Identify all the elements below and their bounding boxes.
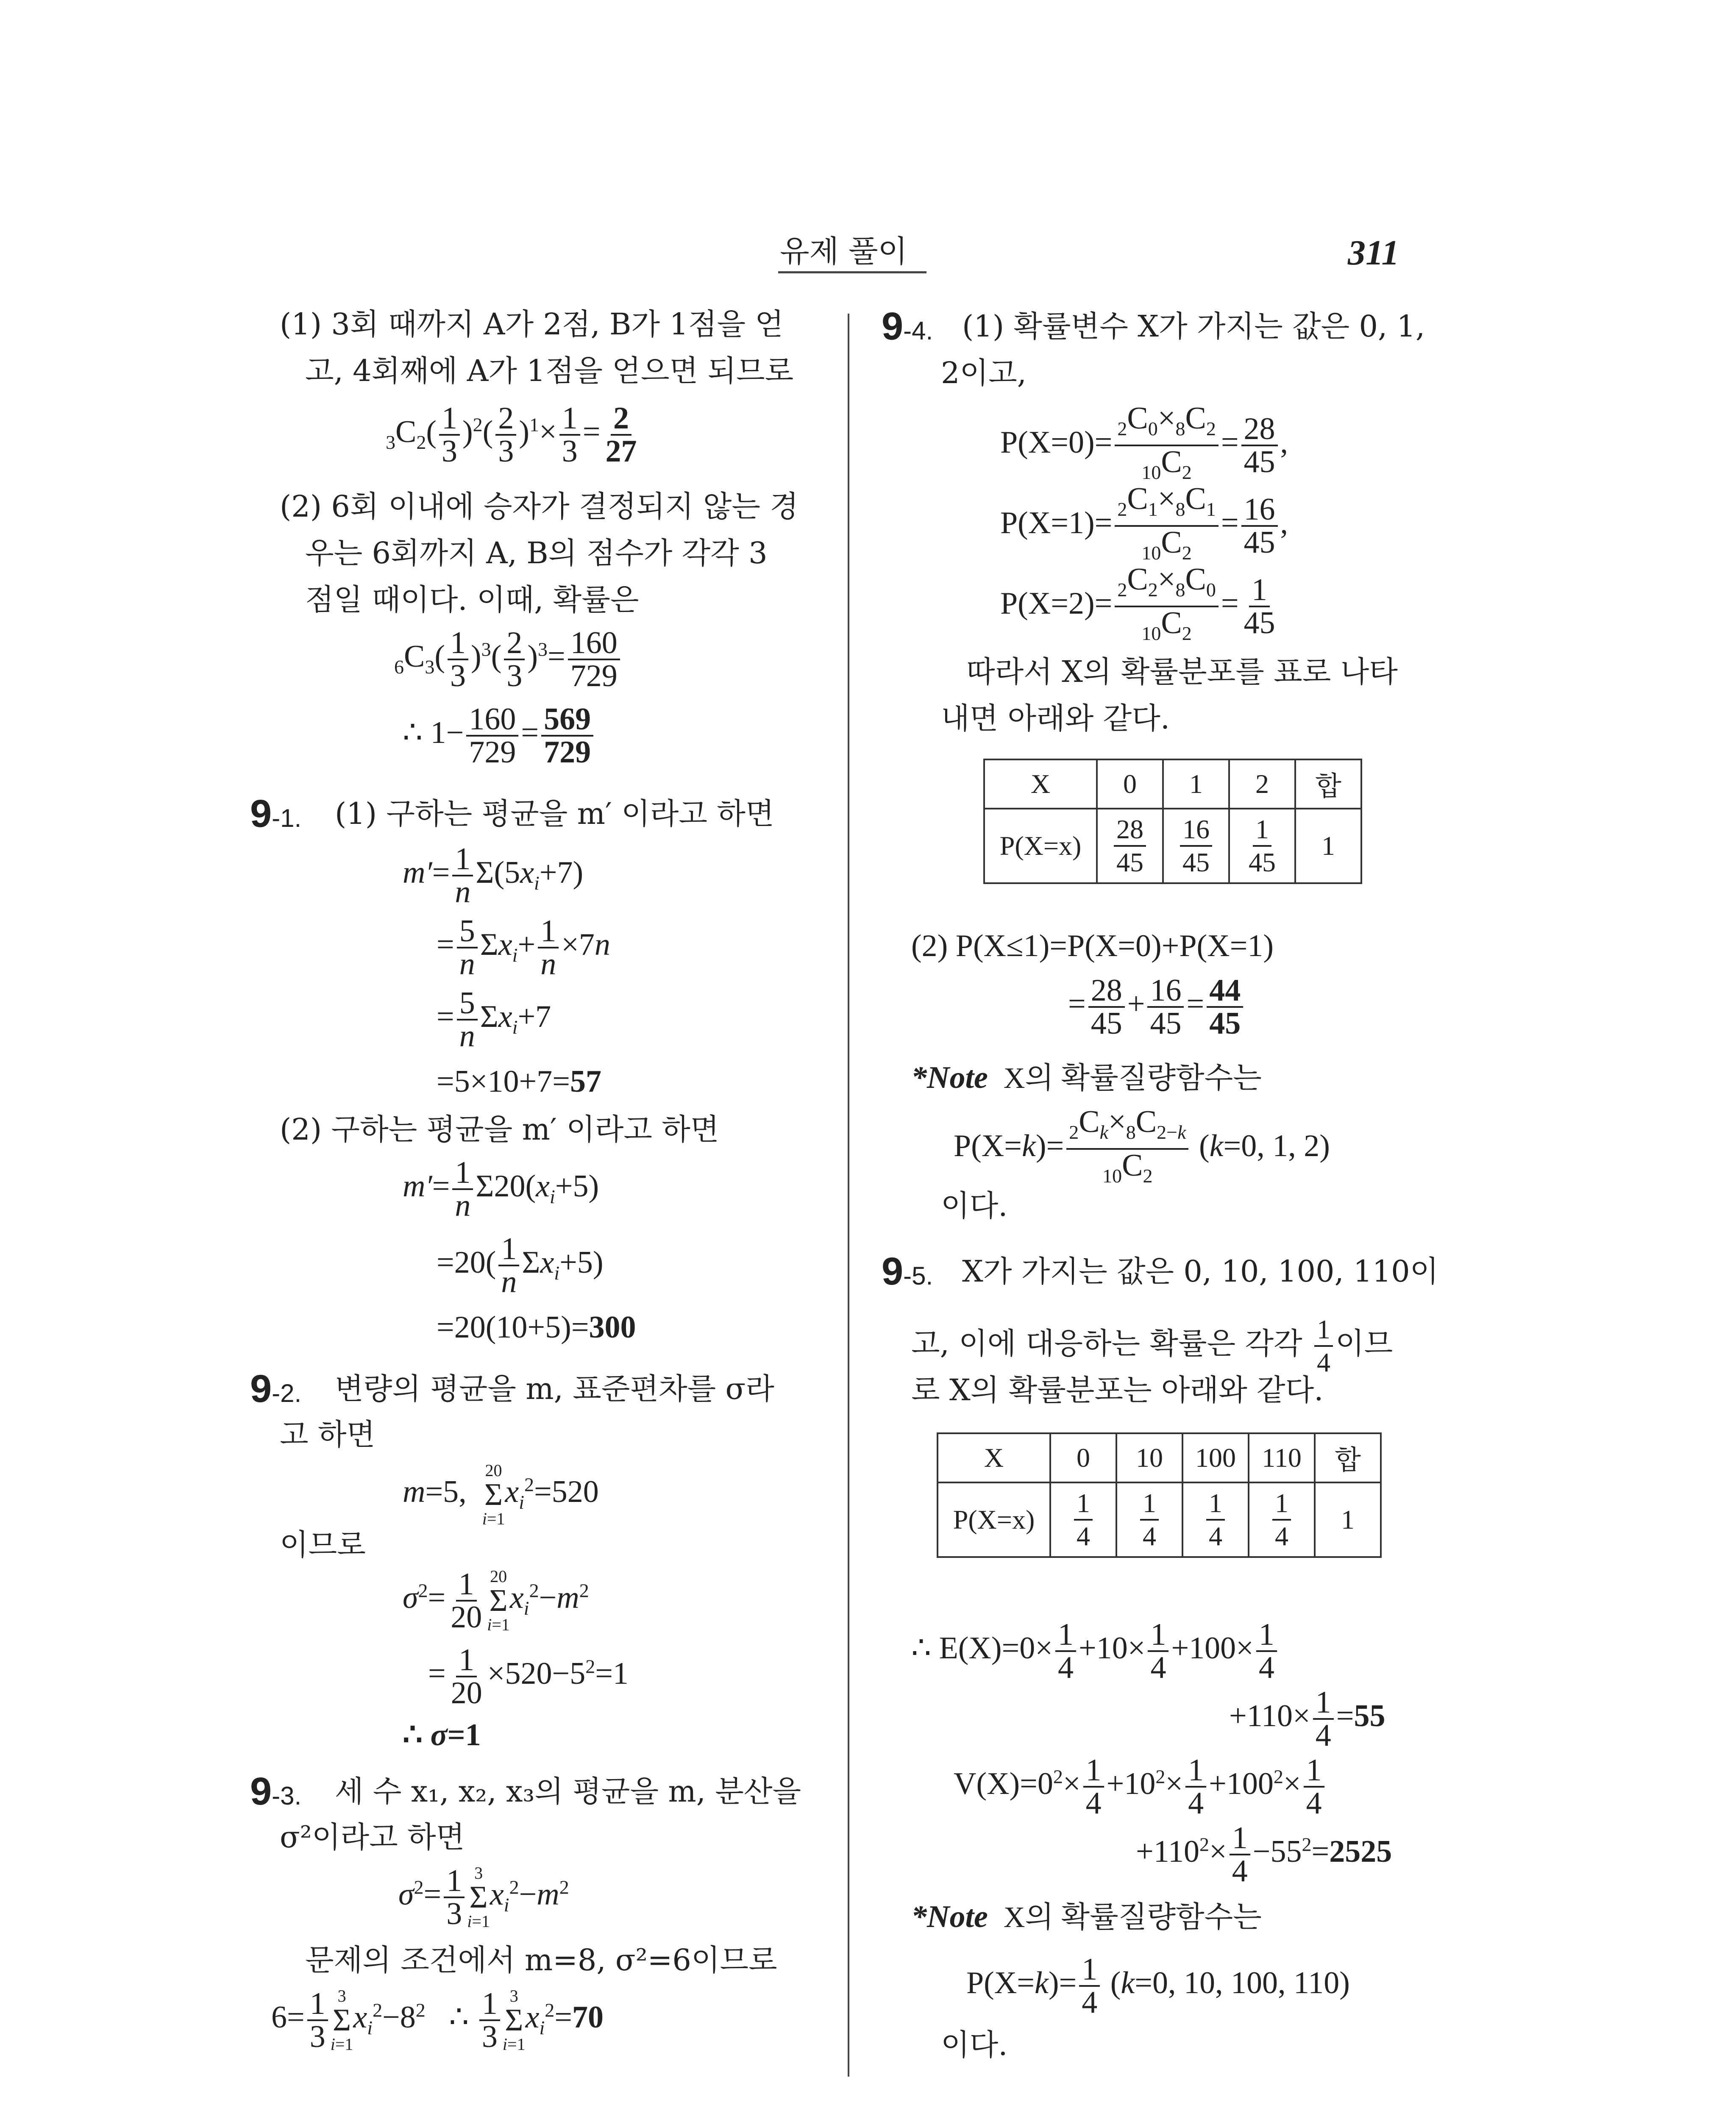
q4-p2b: = $\frac{28}{45}$ + $\frac{16}{45}$ = $\frac{44}{45}$: [1068, 975, 1246, 1039]
table-row-label: P(X=x): [984, 809, 1097, 883]
q2-intro2: 고 하면: [280, 1417, 376, 1452]
q5-intro1: X가 가지는 값은 0, 10, 100, 110이: [962, 1254, 1439, 1289]
table-cell: $\frac{1}{4}$: [1249, 1482, 1315, 1557]
q3-line3: 6= $\frac{1}{3}$ 3 Σ i=1 $x_i^2-8^2$ ∴ $\frac{1}{3}$ 3 Σ i=1 $x_i^2=70$: [271, 1986, 604, 2054]
q1-line3: = $\frac{5}{n}$ $\Sigma x_i+7$: [437, 986, 551, 1054]
table-cell: 1: [1295, 809, 1361, 883]
q1-line1: m′= $\frac{1}{n}$ $\Sigma(5x_i+7)$: [403, 842, 584, 909]
q2-line3: = $\frac{1}{20}$ $\times 520-5^2=1$: [428, 1643, 629, 1710]
q5-note-text: X의 확률질량함수는: [1003, 1901, 1262, 1934]
table-header-x: X: [984, 759, 1097, 809]
q5-note-eq: P(X=k)= $\frac{1}{4}$ (k=0, 10, 100, 110): [966, 1952, 1350, 2020]
q5-v1: $V(X)=0^2\times$ $\frac{1}{4}$ $+10^2\times$ $\frac{1}{4}$ $+100^2\times$ $\frac{1}{4}$: [954, 1755, 1327, 1819]
q4-after1: 따라서 X의 확률분포를 표로 나타: [966, 654, 1398, 689]
q5-note-label: *Note: [911, 1899, 988, 1934]
q4-p2a: (2) P(X≤1)=P(X=0)+P(X=1): [911, 929, 1274, 963]
table-header: 1: [1163, 759, 1229, 809]
q2-line2: $\sigma^2=$ $\frac{1}{20}$ 20 Σ i=1 $x_i^2-m^2$: [403, 1567, 589, 1635]
q1-answer: 57: [570, 1064, 601, 1099]
q1-line2: = $\frac{5}{n}$ $\Sigma x_i+$ $\frac{1}{n}$ ×7n: [437, 914, 610, 982]
q1-label: 9-1.: [250, 792, 302, 835]
table-header: 10: [1116, 1433, 1182, 1482]
q1-intro2: (2) 구하는 평균을 m′ 이라고 하면: [280, 1112, 719, 1147]
q1-intro: (1) 구하는 평균을 m′ 이라고 하면: [335, 796, 774, 831]
table-cell: $\frac{1}{4}$: [1182, 1482, 1249, 1557]
p2-line2: 우는 6회까지 A, B의 점수가 각각 3: [305, 536, 768, 570]
table-header: 2: [1229, 759, 1295, 809]
table-cell: $\frac{16}{45}$: [1163, 809, 1229, 883]
p2-eq1: $_6C_3$( $\frac{1}{3}$ )$^3$( $\frac{2}{3}$ )$^3$= $\frac{160}{729}$: [394, 627, 623, 692]
table-header-sum: 합: [1295, 759, 1361, 809]
p1-line2: 고, 4회째에 A가 1점을 얻으면 되므로: [305, 353, 794, 388]
q1-answer2: 300: [589, 1310, 636, 1345]
q5-e1: ∴ E(X)=0× $\frac{1}{4}$ +10× $\frac{1}{4}$ +100× $\frac{1}{4}$: [911, 1619, 1280, 1683]
table-cell: $\frac{28}{45}$: [1097, 809, 1163, 883]
table-row: [984, 759, 1361, 809]
q3-line2: 문제의 조건에서 m=8, σ²=6이므로: [305, 1943, 777, 1977]
table-cell: $\frac{1}{4}$: [1050, 1482, 1116, 1557]
q1-line4-text: =5×10+7=: [437, 1064, 570, 1099]
q1-line5: m′= $\frac{1}{n}$ $\Sigma 20(x_i+5)$: [403, 1155, 599, 1223]
q2-label: 9-2.: [250, 1367, 302, 1410]
q5-label: 9-5.: [882, 1250, 933, 1293]
q3-intro2: σ²이라고 하면: [280, 1820, 465, 1855]
q4-intro2: 2이고,: [941, 356, 1027, 390]
q4-after2: 내면 아래와 같다.: [941, 701, 1170, 736]
q2-mid: 이므로: [280, 1527, 366, 1562]
q5-note: [911, 1899, 1262, 1937]
section-title: 유제 풀이: [780, 234, 908, 269]
q4-eq1: P(X=1)= $\frac{_2C_1\times_8C_1}{_{10}C_2}$ = $\frac{16}{45}$ ,: [1000, 481, 1288, 564]
q2-line4: ∴ σ=1: [403, 1718, 481, 1752]
table-header: 0: [1097, 759, 1163, 809]
p2-line1: (2) 6회 이내에 승자가 결정되지 않는 경: [280, 489, 798, 524]
q5-intro2: 고, 이에 대응하는 확률은 각각 $\frac{1}{4}$ 이므: [911, 1314, 1393, 1377]
q4-intro1: (1) 확률변수 X가 가지는 값은 0, 1,: [962, 309, 1425, 344]
q5-v2: $+110^2\times$ $\frac{1}{4}$ $-55^2=2525$: [1136, 1821, 1392, 1888]
q5-intro3: 로 X의 확률분포는 아래와 같다.: [911, 1373, 1324, 1407]
table-row: [938, 1482, 1381, 1557]
q1-line7-text: =20(10+5)=: [437, 1310, 589, 1345]
p1-line1: (1) 3회 때까지 A가 2점, B가 1점을 얻: [280, 307, 784, 342]
column-divider: [848, 314, 849, 2077]
title-underline: [778, 271, 926, 273]
q4-label: 9-4.: [882, 305, 933, 348]
table-header: 0: [1050, 1433, 1116, 1482]
p1-equation: $_3C_2$( $\frac{1}{3}$ )$^2$( $\frac{2}{3}$ )$^1$× $\frac{1}{3}$ = $\frac{2}{27}$: [386, 401, 637, 469]
page-number: 311: [1348, 233, 1399, 273]
table-header-sum: 합: [1315, 1433, 1381, 1482]
q2-line1: m=5, 20 Σ i=1 $x_i^2=520$: [403, 1461, 599, 1528]
q5-note-end: 이다.: [941, 2027, 1008, 2062]
q4-note-end: 이다.: [941, 1188, 1008, 1223]
q1-line6: =20( $\frac{1}{n}$ $\Sigma x_i+5$): [437, 1232, 604, 1299]
q3-intro1: 세 수 x₁, x₂, x₃의 평균을 m, 분산을: [335, 1774, 801, 1809]
q4-note-text: X의 확률질량함수는: [1003, 1062, 1262, 1095]
p2-eq2: ∴ 1− $\frac{160}{729}$ = $\frac{569}{729}$: [403, 704, 596, 768]
q4-note-label: *Note: [911, 1060, 988, 1095]
q1-line7: [437, 1310, 636, 1346]
q1-line4: [437, 1064, 601, 1100]
table-header: 100: [1182, 1433, 1249, 1482]
q4-note: [911, 1060, 1262, 1098]
table-row: [938, 1433, 1381, 1482]
table-cell: 1: [1315, 1482, 1381, 1557]
p2-line3: 점일 때이다. 이때, 확률은: [305, 582, 639, 617]
q4-note-eq: P(X=k)= $\frac{_2C_k\times_8C_{2-k}}{_{10}C_2}$ (k=0, 1, 2): [954, 1104, 1330, 1187]
table-cell: $\frac{1}{45}$: [1229, 809, 1295, 883]
table-row-label: P(X=x): [938, 1482, 1050, 1557]
q4-eq0: P(X=0)= $\frac{_2C_0\times_8C_2}{_{10}C_2}$ = $\frac{28}{45}$ ,: [1000, 401, 1288, 483]
q5-e2: +110× $\frac{1}{4}$ =55: [1229, 1685, 1385, 1753]
table-row: [984, 809, 1361, 883]
table-cell: $\frac{1}{4}$: [1116, 1482, 1182, 1557]
q4-eq2: P(X=2)= $\frac{_2C_2\times_8C_0}{_{10}C_2}$ = $\frac{1}{45}$: [1000, 562, 1275, 644]
q4-distribution-table: [983, 759, 1362, 884]
q5-distribution-table: [937, 1432, 1382, 1558]
table-header-x: X: [938, 1433, 1050, 1482]
q2-intro1: 변량의 평균을 m, 표준편차를 σ라: [335, 1371, 774, 1406]
q3-line1: $\sigma^2=$ $\frac{1}{3}$ 3 Σ i=1 $x_i^2-m^2$: [398, 1863, 569, 1931]
q3-label: 9-3.: [250, 1770, 302, 1813]
table-header: 110: [1249, 1433, 1315, 1482]
